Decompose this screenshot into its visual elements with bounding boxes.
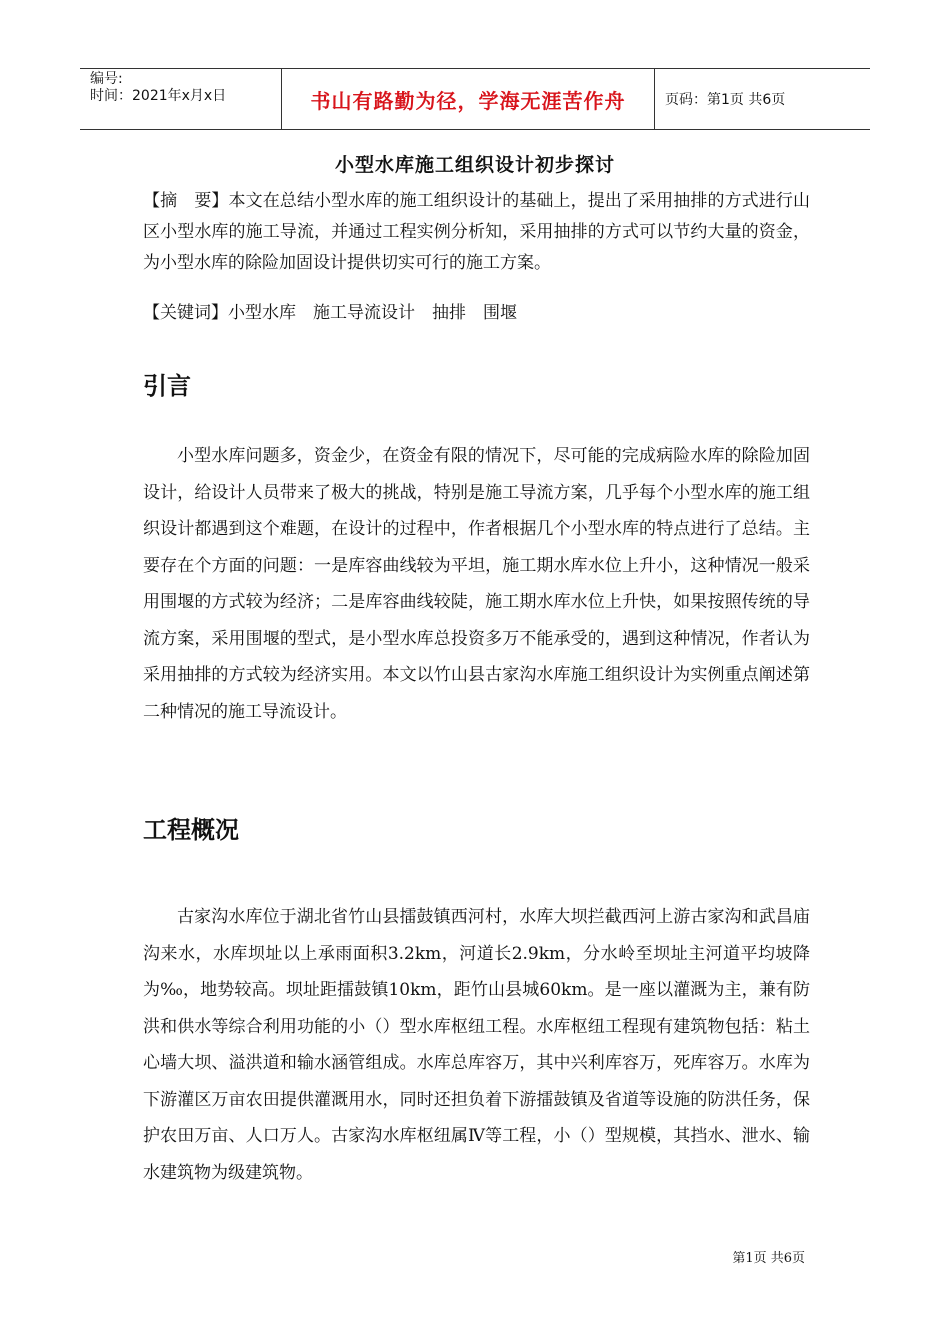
section-paragraph-introduction: 小型水库问题多，资金少，在资金有限的情况下，尽可能的完成病险水库的除险加固设计，给设计人员带来了极大的挑战，特别是施工导流方案，几乎每个小型水库的施工组织设计都遇到这个难题，在设计的过程中，作者根据几个小型水库的特点进行了总结。主要存在个方面的问题：一是库容曲线较为平坦，施工期水库水位上升小，这种情况一般采用围堰的方式较为经济；二是库容曲线较陡，施工期水库水位上升快，如果按照传统的导流方案，采用围堰的型式，是小型水库总投资多万不能承受的，遇到这种情况，作者认为采用抽排的方式较为经济实用。本文以竹山县古家沟水库施工组织设计为实例重点阐述第二种情况的施工导流设计。 <box>143 446 810 722</box>
header-motto: 书山有路勤为径，学海无涯苦作舟 <box>282 69 655 129</box>
section-heading-introduction: 引言 <box>143 372 191 400</box>
page-header-table <box>80 68 870 130</box>
header-meta-cell <box>80 69 282 129</box>
page-footer: 第1页 共6页 <box>732 1251 805 1266</box>
section-heading-project-overview: 工程概况 <box>143 816 239 844</box>
section-paragraph-project-overview: 古家沟水库位于湖北省竹山县擂鼓镇西河村，水库大坝拦截西河上游古家沟和武昌庙沟来水，水库坝址以上承雨面积3.2km，河道长2.9km，分水岭至坝址主河道平均坡降为‰，地势较高。坝址距擂鼓镇10km，距竹山县城60km。是一座以灌溉为主，兼有防洪和供水等综合利用功能的小（）型水库枢纽工程。水库枢纽工程现有建筑物包括：粘土心墙大坝、溢洪道和输水涵管组成。水库总库容万，其中兴利库容万，死库容万。水库为下游灌区万亩农田提供灌溉用水，同时还担负着下游擂鼓镇及省道等设施的防洪任务，保护农田万亩、人口万人。古家沟水库枢纽属Ⅳ等工程，小（）型规模，其挡水、泄水、输水建筑物为级建筑物。 <box>143 907 810 1183</box>
document-title: 小型水库施工组织设计初步探讨 <box>334 154 615 176</box>
abstract-paragraph: 【摘 要】本文在总结小型水库的施工组织设计的基础上，提出了采用抽排的方式进行山区小型水库的施工导流，并通过工程实例分析知，采用抽排的方式可以节约大量的资金，为小型水库的除险加固设计提供切实可行的施工方案。 <box>143 191 810 273</box>
header-page-info: 页码：第1页 共6页 <box>665 92 786 108</box>
keywords-line: 【关键词】小型水库 施工导流设计 抽排 围堰 <box>143 303 517 323</box>
document-time-label: 时间：2021年x月x日 <box>90 88 227 104</box>
document-number-label: 编号: <box>90 71 123 87</box>
